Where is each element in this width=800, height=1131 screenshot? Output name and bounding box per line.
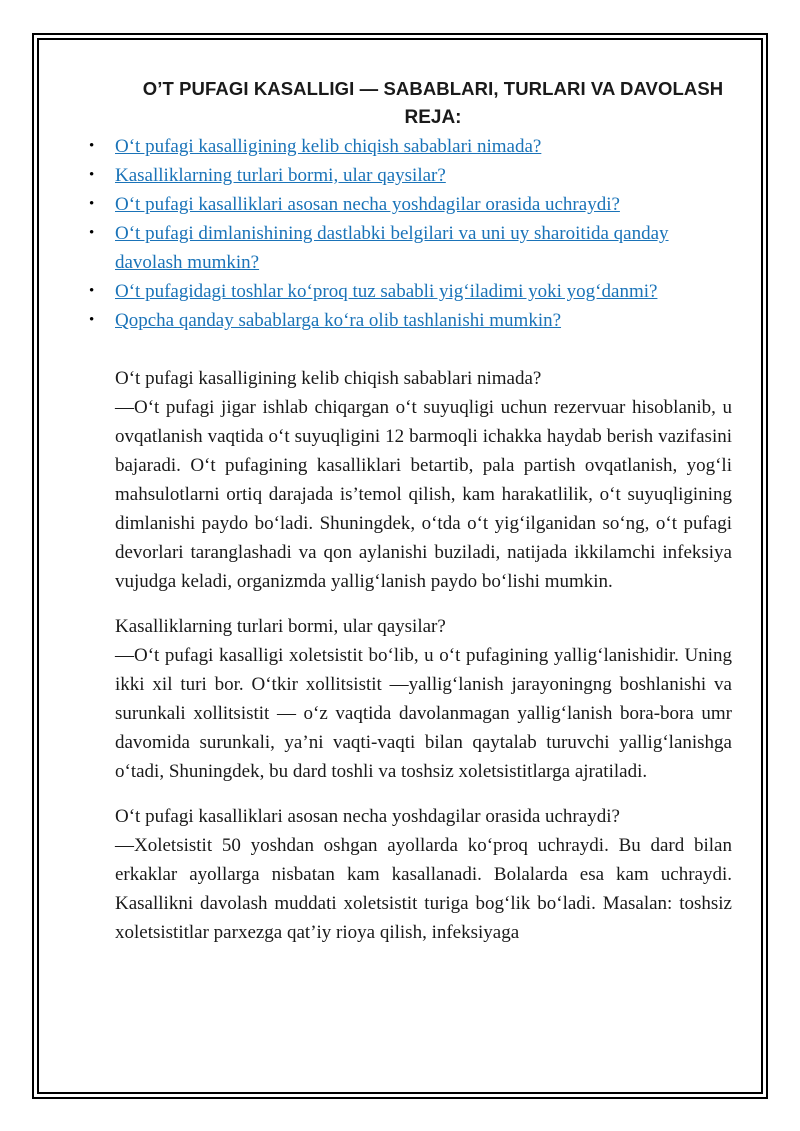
toc-item xyxy=(89,306,732,335)
document-title: O’T PUFAGI KASALLIGI — SABABLARI, TURLARI VA DAVOLASH xyxy=(142,78,724,99)
toc-link[interactable]: Qopcha qanday sabablarga ko‘ra olib tashlanishi mumkin? xyxy=(115,310,562,331)
table-of-contents xyxy=(89,132,732,335)
bullet-icon: • xyxy=(89,312,95,328)
section-answer: —Xoletsistit 50 yoshdan oshgan ayollarda ko‘proq uchraydi. Bu dard bilan erkaklar ayollarga nisbatan kam kasallanadi. Bolalarda esa kam uchraydi. Kasallikni davolash muddati xoletsistit turiga bog‘lik bo‘ladi. Masalan: toshsiz xoletsistitlar parxezga qat’iy rioya qilish, infeksiyaga xyxy=(115,835,732,943)
bullet-icon: • xyxy=(89,167,95,183)
section-question: O‘t pufagi kasalliklari asosan necha yoshdagilar orasida uchraydi? xyxy=(115,806,620,827)
bullet-icon: • xyxy=(89,225,95,241)
section-answer: —O‘t pufagi kasalligi xoletsistit bo‘lib, u o‘t pufagining yallig‘lanishidir. Uning ikki xil turi bor. O‘tkir xollitsistit —yallig‘lanish jarayoningng boshlanishi va surunkali xollitsistit — o‘z vaqtida davolanmagan yallig‘lanish bora-bora umr davomida surunkali, ya’ni vaqti-vaqti bilan qaytalab turuvchi yallig‘lanishga o‘tadi, Shuningdek, bu dard toshli va toshsiz xoletsistitlarga ajratiladi. xyxy=(115,645,732,782)
toc-item xyxy=(89,161,732,190)
toc-link[interactable]: O‘t pufagi kasalliklari asosan necha yoshdagilar orasida uchraydi? xyxy=(115,194,620,215)
section-question: O‘t pufagi kasalligining kelib chiqish sabablari nimada? xyxy=(115,368,542,389)
toc-item xyxy=(89,277,732,306)
toc-item xyxy=(89,190,732,219)
bullet-icon: • xyxy=(89,283,95,299)
toc-link[interactable]: O‘t pufagi dimlanishining dastlabki belgilari va uni uy sharoitida qanday davolash mumkin? xyxy=(115,223,669,273)
section xyxy=(115,802,732,947)
section xyxy=(115,612,732,786)
section-answer: —O‘t pufagi jigar ishlab chiqargan o‘t suyuqligi uchun rezervuar hisoblanib, u ovqatlanish vaqtida o‘t suyuqligini 12 barmoqli ichakka haydab berish vazifasini bajaradi. O‘t pufagining kasalliklari betartib, pala partish ovqatlanish, yog‘li mahsulotlarni ortiq darajada is’temol qilish, kam harakatlilik, o‘t suyuqligining dimlanishi paydo bo‘ladi. Shuningdek, o‘tda o‘t yig‘ilganidan so‘ng, o‘t pufagi devorlari taranglashadi va qon aylanishi buziladi, natijada ikkilamchi infeksiya vujudga keladi, organizmda yallig‘lanish paydo bo‘lishi mumkin. xyxy=(115,397,732,592)
toc-link[interactable]: O‘t pufagidagi toshlar ko‘proq tuz sababli yig‘iladimi yoki yog‘danmi? xyxy=(115,281,658,302)
plan-heading: REJA: xyxy=(404,107,462,128)
toc-link[interactable]: Kasalliklarning turlari bormi, ular qaysilar? xyxy=(115,165,446,186)
spacer xyxy=(115,335,732,364)
document-body xyxy=(89,74,732,963)
toc-item xyxy=(89,219,732,277)
toc-link[interactable]: O‘t pufagi kasalligining kelib chiqish sabablari nimada? xyxy=(115,136,542,157)
bullet-icon: • xyxy=(89,196,95,212)
section xyxy=(115,364,732,596)
bullet-icon: • xyxy=(89,138,95,154)
section-question: Kasalliklarning turlari bormi, ular qaysilar? xyxy=(115,616,446,637)
toc-item xyxy=(89,132,732,161)
